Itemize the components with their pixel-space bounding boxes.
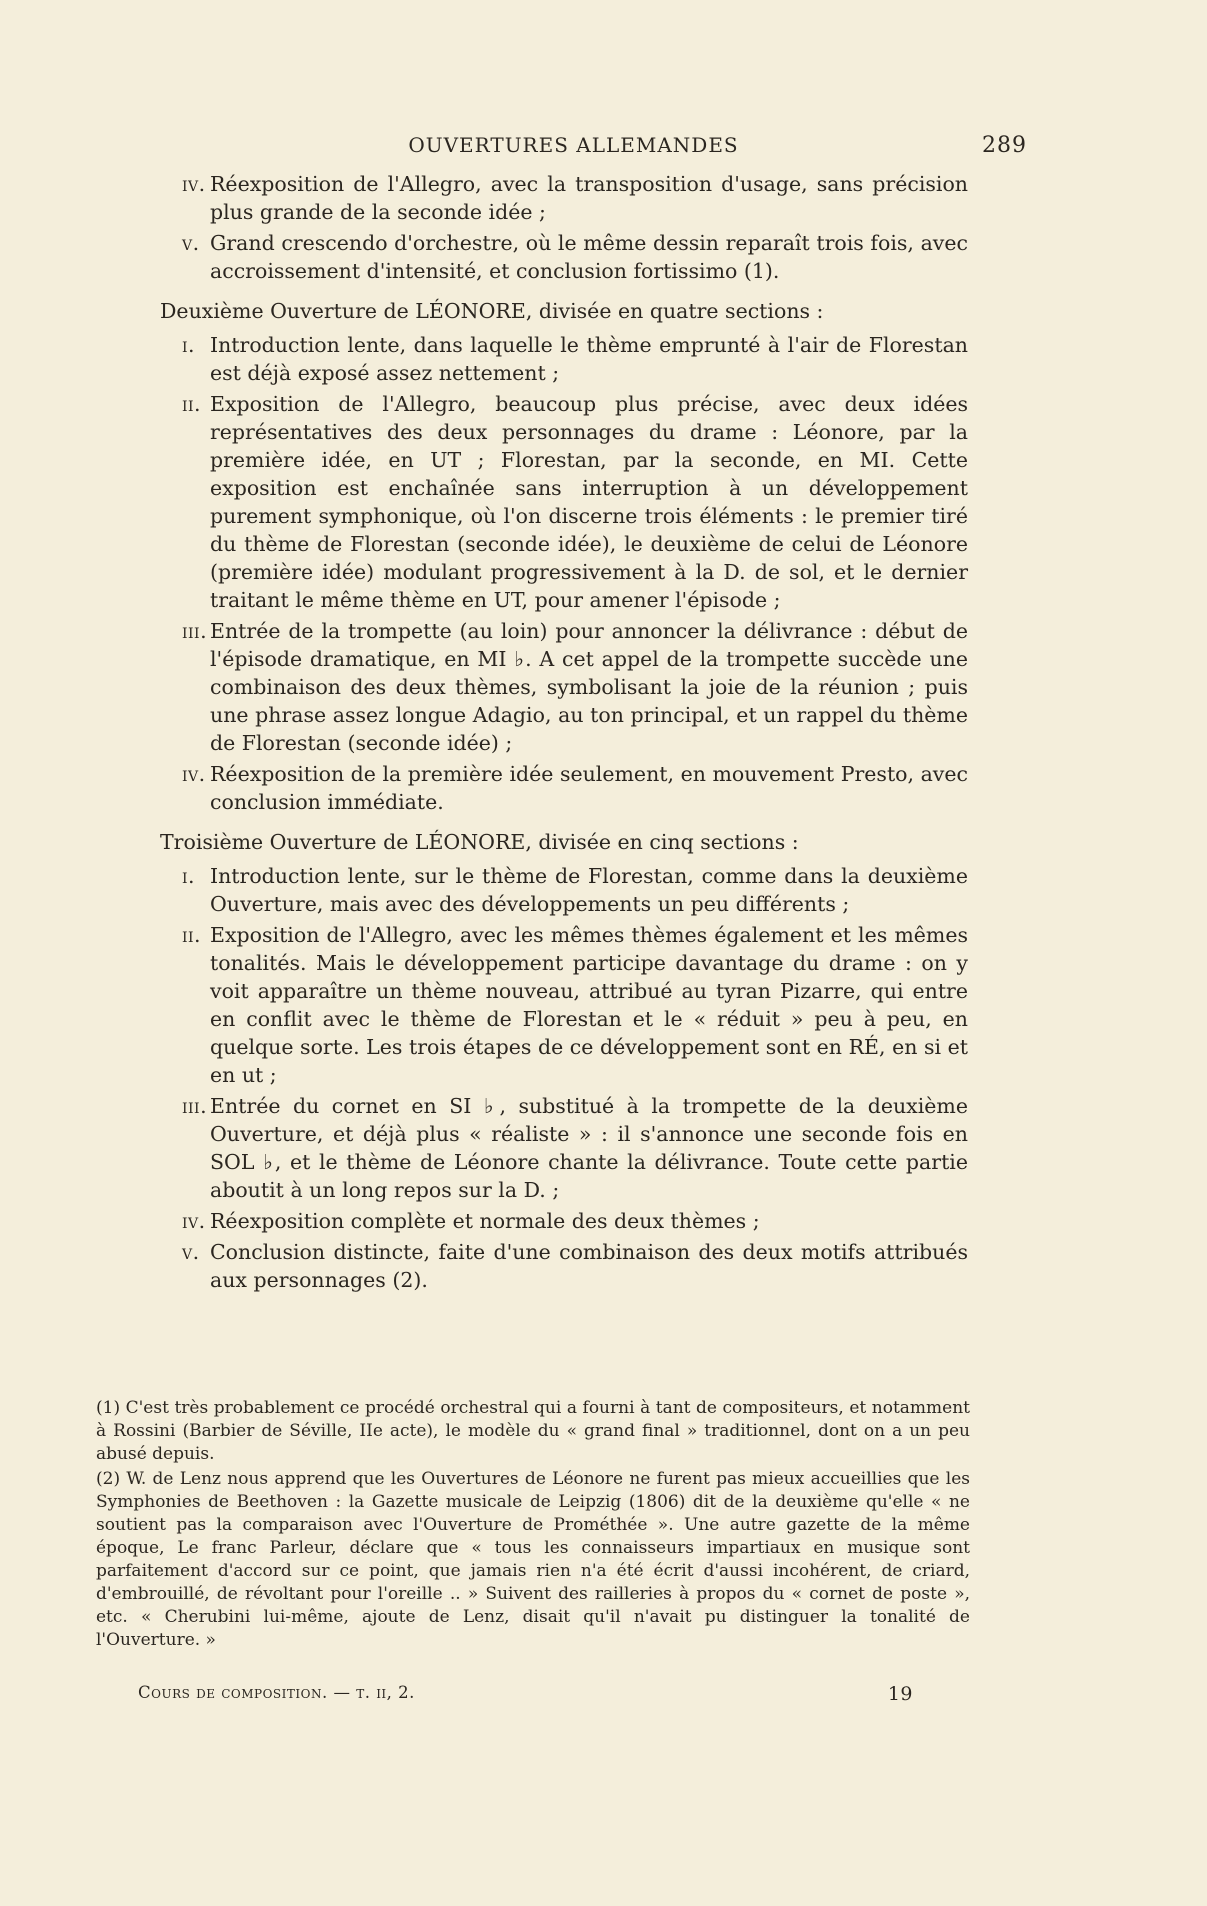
list-item — [160, 862, 968, 918]
item-number: i. — [182, 864, 196, 888]
section-heading-third-overture: Troisième Ouverture de LÉONORE, divisée en cinq sections : — [160, 830, 799, 854]
main-text — [160, 170, 968, 1297]
list-item — [160, 617, 968, 757]
item-number: v. — [182, 231, 200, 255]
list-item — [160, 170, 968, 226]
item-text: Exposition de l'Allegro, avec les mêmes thèmes également et les mêmes tonalités. Mais le développement participe davantage du drame : on y voit apparaître un thème nouveau, attribué au tyran Pizarre, qui entre en conflit avec le thème de Florestan et le « réduit » peu à peu, en quelque sorte. Les trois étapes de ce développement sont en RÉ, en si et en ut ; — [210, 923, 968, 1087]
list-item — [160, 921, 968, 1089]
footnote-1: (1) C'est très probablement ce procédé orchestral qui a fourni à tant de compositeurs, et notamment à Rossini (Barbier de Séville, IIe acte), le modèle du « grand final » traditionnel, dont on a un peu abusé depuis. — [96, 1398, 970, 1464]
running-title: OUVERTURES ALLEMANDES — [408, 133, 739, 157]
section-heading-second-overture: Deuxième Ouverture de LÉONORE, divisée en quatre sections : — [160, 299, 824, 323]
list-item — [160, 1092, 968, 1204]
item-number: iii. — [182, 1094, 208, 1118]
item-number: v. — [182, 1240, 200, 1264]
item-number: iv. — [182, 762, 206, 786]
item-text: Réexposition de la première idée seulement, en mouvement Presto, avec conclusion immédiate. — [210, 762, 968, 814]
footnotes — [96, 1397, 970, 1654]
list-item — [160, 390, 968, 614]
item-text: Réexposition de l'Allegro, avec la transposition d'usage, sans précision plus grande de la seconde idée ; — [210, 172, 968, 224]
item-text: Introduction lente, sur le thème de Florestan, comme dans la deuxième Ouverture, mais avec des développements un peu différents ; — [210, 864, 968, 916]
item-text: Réexposition complète et normale des deux thèmes ; — [210, 1209, 760, 1233]
page-footer — [138, 1683, 913, 1705]
item-text: Introduction lente, dans laquelle le thème emprunté à l'air de Florestan est déjà exposé assez nettement ; — [210, 333, 968, 385]
list-item — [160, 1207, 968, 1235]
item-text: Entrée du cornet en SI ♭, substitué à la trompette de la deuxième Ouverture, et déjà plus « réaliste » : il s'annonce une seconde fois en SOL ♭, et le thème de Léonore chante la délivrance. Toute cette partie aboutit à un long repos sur la D. ; — [210, 1094, 968, 1202]
item-text: Entrée de la trompette (au loin) pour annoncer la délivrance : début de l'épisode dramatique, en MI ♭. A cet appel de la trompette succède une combinaison des deux thèmes, symbolisant la joie de la réunion ; puis une phrase assez longue Adagio, au ton principal, et un rappel du thème de Florestan (seconde idée) ; — [210, 619, 968, 755]
list-item — [160, 331, 968, 387]
printer-signature: Cours de composition. — t. ii, 2. — [138, 1683, 415, 1702]
item-number: i. — [182, 333, 196, 357]
item-number: iv. — [182, 1209, 206, 1233]
list-item — [160, 229, 968, 285]
item-number: ii. — [182, 392, 202, 416]
footnote-2: (2) W. de Lenz nous apprend que les Ouvertures de Léonore ne furent pas mieux accueillies que les Symphonies de Beethoven : la Gazette musicale de Leipzig (1806) dit de la deuxième qu'elle « ne soutient pas la comparaison avec l'Ouverture de Prométhée ». Une autre gazette de la même époque, Le franc Parleur, déclare que « tous les connaisseurs impartiaux en musique sont parfaitement d'accord sur ce point, que jamais rien n'a été écrit d'aussi incohérent, de criard, d'embrouillé, de révoltant pour l'oreille .. » Suivent des railleries à propos du « cornet de poste », etc. « Cherubini lui-même, ajoute de Lenz, disait qu'il n'avait pu distinguer la tonalité de l'Ouverture. » — [96, 1469, 970, 1650]
running-header — [170, 133, 1027, 158]
item-number: iii. — [182, 619, 208, 643]
item-number: iv. — [182, 172, 206, 196]
page-number: 289 — [982, 133, 1027, 158]
item-text: Exposition de l'Allegro, beaucoup plus précise, avec deux idées représentatives des deux personnages du drame : Léonore, par la première idée, en UT ; Florestan, par la seconde, en MI. Cette exposition est enchaînée sans interruption à un développement purement symphonique, où l'on discerne trois éléments : le premier tiré du thème de Florestan (seconde idée), le deuxième de celui de Léonore (première idée) modulant progressivement à la D. de sol, et le dernier traitant le même thème en UT, pour amener l'épisode ; — [210, 392, 968, 612]
item-text: Grand crescendo d'orchestre, où le même dessin reparaît trois fois, avec accroissement d'intensité, et conclusion fortissimo (1). — [210, 231, 968, 283]
sheet-number: 19 — [887, 1683, 913, 1705]
list-item — [160, 760, 968, 816]
item-text: Conclusion distincte, faite d'une combinaison des deux motifs attribués aux personnages (2). — [210, 1240, 968, 1292]
list-item — [160, 1238, 968, 1294]
item-number: ii. — [182, 923, 202, 947]
